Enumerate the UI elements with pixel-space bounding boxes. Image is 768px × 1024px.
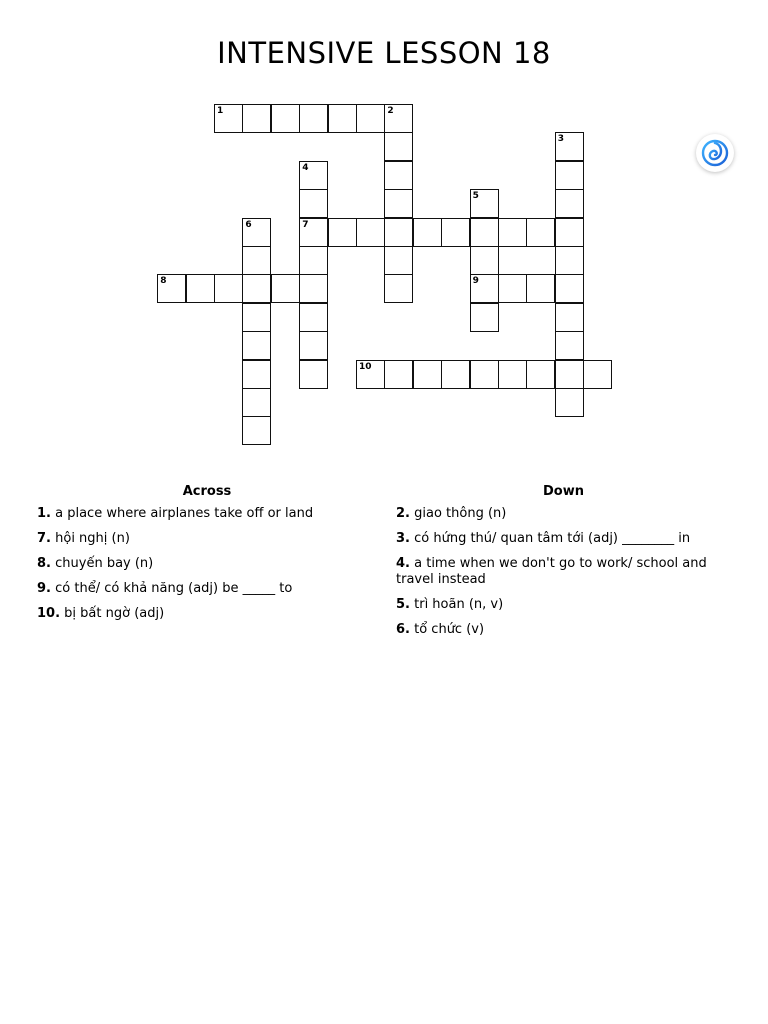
across-clue-10 xyxy=(37,606,377,622)
crossword-cell[interactable] xyxy=(299,161,328,190)
swirl-assistant-icon[interactable] xyxy=(696,134,734,172)
crossword-cell[interactable] xyxy=(299,303,328,332)
across-heading: Across xyxy=(182,484,232,499)
clue-number: 6. xyxy=(396,622,410,637)
across-clue-8 xyxy=(37,556,377,572)
crossword-cell[interactable] xyxy=(470,303,499,332)
cell-number: 2 xyxy=(387,106,394,116)
crossword-cell[interactable] xyxy=(470,360,499,389)
cell-number: 1 xyxy=(217,106,224,116)
across-clue-7 xyxy=(37,531,377,547)
crossword-cell[interactable] xyxy=(384,246,413,275)
crossword-cell[interactable] xyxy=(299,360,328,389)
crossword-cell[interactable] xyxy=(555,189,584,218)
clue-number: 4. xyxy=(396,556,410,571)
cell-number: 3 xyxy=(557,134,565,145)
crossword-cell[interactable] xyxy=(384,161,413,190)
crossword-cell[interactable] xyxy=(555,274,584,303)
down-heading: Down xyxy=(543,484,584,499)
clue-text: chuyến bay (n) xyxy=(55,556,154,571)
clue-number: 5. xyxy=(396,597,410,612)
crossword-cell[interactable] xyxy=(498,360,527,389)
crossword-cell[interactable] xyxy=(214,104,243,133)
crossword-cell[interactable] xyxy=(242,246,271,275)
crossword-grid xyxy=(0,0,768,470)
crossword-cell[interactable] xyxy=(413,360,442,389)
down-clue-6 xyxy=(396,622,731,638)
crossword-cell[interactable] xyxy=(356,104,385,133)
crossword-cell[interactable] xyxy=(299,246,328,275)
clue-text: hội nghị (n) xyxy=(55,531,130,546)
crossword-cell[interactable] xyxy=(356,360,385,389)
clue-number: 7. xyxy=(37,531,51,546)
cell-number: 8 xyxy=(160,276,167,287)
crossword-cell[interactable] xyxy=(214,274,243,303)
crossword-cell[interactable] xyxy=(526,360,555,389)
crossword-cell[interactable] xyxy=(583,360,612,389)
crossword-cell[interactable] xyxy=(470,189,499,218)
crossword-cell[interactable] xyxy=(271,274,300,303)
crossword-cell[interactable] xyxy=(384,274,413,303)
cell-number: 6 xyxy=(245,219,252,230)
across-clues xyxy=(37,484,377,631)
crossword-cell[interactable] xyxy=(441,218,470,247)
crossword-cell[interactable] xyxy=(470,274,499,303)
down-clue-3 xyxy=(396,531,731,547)
crossword-cell[interactable] xyxy=(470,246,499,275)
crossword-cell[interactable] xyxy=(555,161,584,190)
crossword-cell[interactable] xyxy=(242,218,271,247)
clue-number: 10. xyxy=(37,606,61,621)
crossword-cell[interactable] xyxy=(356,218,385,247)
crossword-cell[interactable] xyxy=(242,303,271,332)
crossword-cell[interactable] xyxy=(555,218,584,247)
crossword-cell[interactable] xyxy=(384,104,413,133)
crossword-cell[interactable] xyxy=(328,104,357,133)
page-title: INTENSIVE LESSON 18 xyxy=(217,36,551,70)
down-clues xyxy=(396,484,731,647)
crossword-cell[interactable] xyxy=(384,360,413,389)
crossword-cell[interactable] xyxy=(299,189,328,218)
crossword-cell[interactable] xyxy=(384,189,413,218)
cell-number: 4 xyxy=(302,162,309,173)
down-clue-4 xyxy=(396,556,731,588)
crossword-cell[interactable] xyxy=(498,274,527,303)
clue-number: 8. xyxy=(37,556,51,571)
clue-text: trì hoãn (n, v) xyxy=(414,597,504,612)
crossword-cell[interactable] xyxy=(242,274,271,303)
cell-number: 5 xyxy=(472,191,479,202)
crossword-cell[interactable] xyxy=(242,416,271,445)
clue-number: 2. xyxy=(396,506,410,521)
across-clue-9 xyxy=(37,581,377,597)
crossword-cell[interactable] xyxy=(498,218,527,247)
crossword-cell[interactable] xyxy=(242,388,271,417)
down-clue-2 xyxy=(396,506,731,522)
crossword-cell[interactable] xyxy=(299,104,328,133)
cell-number: 10 xyxy=(359,361,372,372)
crossword-cell[interactable] xyxy=(299,274,328,303)
crossword-cell[interactable] xyxy=(299,331,328,360)
crossword-cell[interactable] xyxy=(299,218,328,247)
clue-text: giao thông (n) xyxy=(414,506,507,521)
crossword-cell[interactable] xyxy=(555,388,584,417)
crossword-cell[interactable] xyxy=(555,132,584,161)
clue-number: 9. xyxy=(37,581,51,596)
clue-text: có hứng thú/ quan tâm tới (adj) ________ in xyxy=(414,531,691,546)
crossword-cell[interactable] xyxy=(470,218,499,247)
crossword-cell[interactable] xyxy=(555,246,584,275)
crossword-cell[interactable] xyxy=(413,218,442,247)
clue-text: bị bất ngờ (adj) xyxy=(64,606,165,621)
crossword-cell[interactable] xyxy=(242,331,271,360)
crossword-cell[interactable] xyxy=(441,360,470,389)
clue-text: có thể/ có khả năng (adj) be _____ to xyxy=(55,581,293,596)
crossword-cell[interactable] xyxy=(271,104,300,133)
crossword-cell[interactable] xyxy=(384,132,413,161)
crossword-cell[interactable] xyxy=(242,104,271,133)
down-clue-5 xyxy=(396,597,731,613)
cell-number: 7 xyxy=(302,219,309,230)
crossword-cell[interactable] xyxy=(186,274,215,303)
crossword-cell[interactable] xyxy=(555,331,584,360)
crossword-cell[interactable] xyxy=(242,360,271,389)
crossword-cell[interactable] xyxy=(526,274,555,303)
clue-number: 1. xyxy=(37,506,51,521)
crossword-cell[interactable] xyxy=(555,303,584,332)
cell-number: 9 xyxy=(472,276,479,287)
clue-text: a place where airplanes take off or land xyxy=(55,506,314,521)
crossword-cell[interactable] xyxy=(526,218,555,247)
clue-number: 3. xyxy=(396,531,410,546)
clue-text: tổ chức (v) xyxy=(414,622,485,637)
clue-text: a time when we don't go to work/ school and travel instead xyxy=(396,556,707,587)
crossword-cell[interactable] xyxy=(555,360,584,389)
crossword-cell[interactable] xyxy=(384,218,413,247)
crossword-cell[interactable] xyxy=(328,218,357,247)
across-clue-1 xyxy=(37,506,377,522)
crossword-cell[interactable] xyxy=(157,274,186,303)
